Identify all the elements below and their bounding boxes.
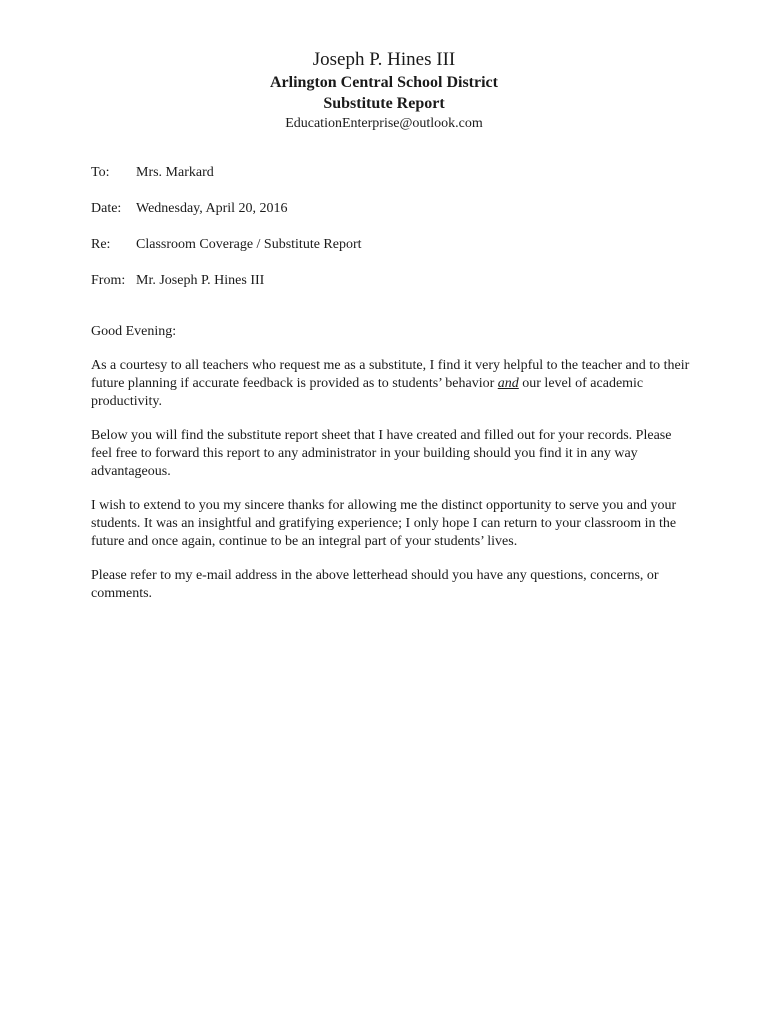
- paragraph-thanks: I wish to extend to you my sincere thanks for allowing me the distinct opportunity to serve you and your students. It was an insightful and gratifying experience; I only hope I can return to your classroom in the future and once again, continue to be an integral part of your students’ lives.: [91, 498, 677, 549]
- letter-body: [91, 323, 691, 619]
- memo-to-row: [91, 164, 691, 182]
- letterhead-report-title: Substitute Report: [323, 95, 445, 112]
- memo-re-row: [91, 236, 691, 254]
- letterhead-name: Joseph P. Hines III: [312, 49, 456, 70]
- paragraph-contact: Please refer to my e-mail address in the above letterhead should you have any questions, concerns, or comments.: [91, 568, 659, 601]
- letterhead: [0, 48, 768, 134]
- memo-date-row: [91, 200, 691, 218]
- paragraph-courtesy-text-1: As a courtesy to all teachers who request me as a substitute, I find it very helpful to the teacher and to their future planning if accurate feedback is provided as to students’ behavior: [91, 358, 690, 391]
- memo-date-label: Date:: [91, 201, 122, 216]
- paragraph-report-sheet: Below you will find the substitute report sheet that I have created and filled out for your records. Please feel free to forward this report to any administrator in your building should you find it in any way advantageous.: [91, 428, 672, 479]
- letterhead-district: Arlington Central School District: [270, 74, 498, 91]
- memo-from-label: From:: [91, 273, 126, 288]
- memo-from-value: Mr. Joseph P. Hines III: [136, 273, 265, 288]
- memo-to-label: To:: [91, 165, 110, 180]
- emphasis-and: and: [497, 376, 519, 391]
- paragraph-courtesy: [91, 357, 691, 411]
- memo-date-value: Wednesday, April 20, 2016: [136, 201, 288, 216]
- memo-re-value: Classroom Coverage / Substitute Report: [136, 237, 362, 252]
- memo-to-value: Mrs. Markard: [136, 165, 214, 180]
- memo-re-label: Re:: [91, 237, 111, 252]
- memo-from-row: [91, 272, 691, 290]
- paragraph-courtesy-text-2: our level of academic productivity.: [91, 376, 644, 409]
- memo-header: [91, 164, 691, 308]
- letterhead-email: EducationEnterprise@outlook.com: [285, 116, 483, 131]
- greeting: Good Evening:: [91, 324, 177, 339]
